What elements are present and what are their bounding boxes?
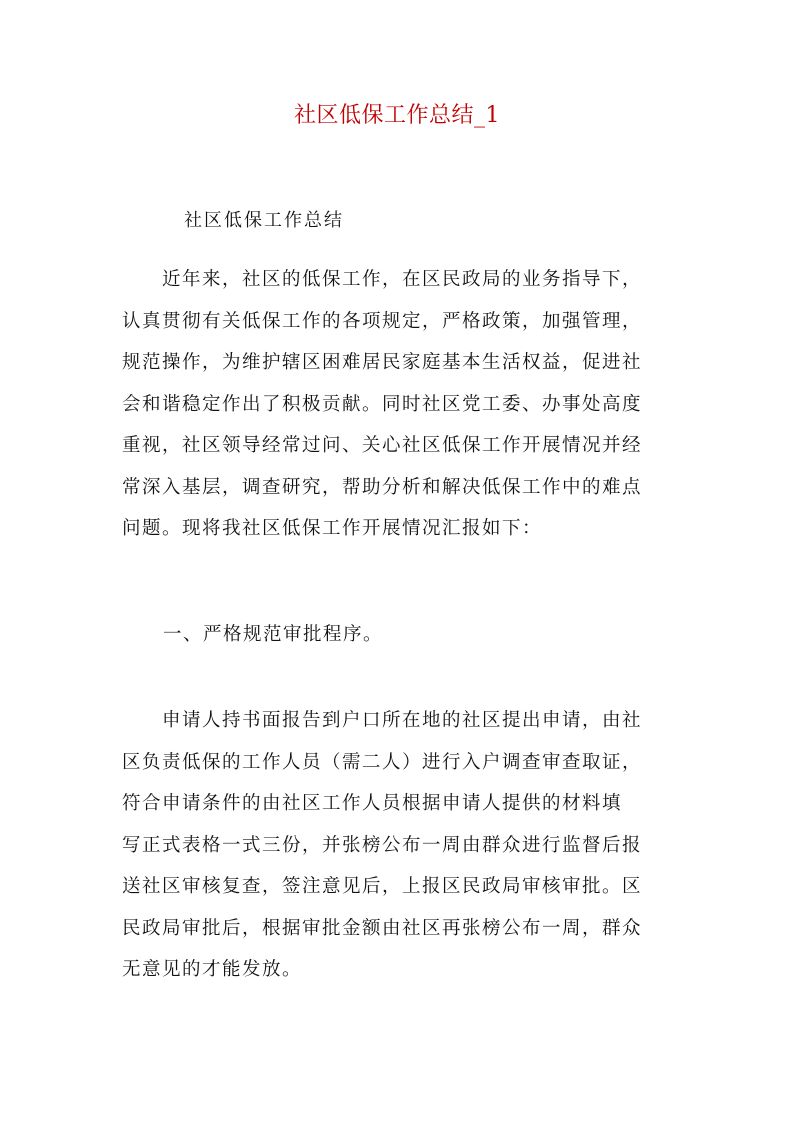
paragraph-line: 送社区审核复查，签注意见后，上报区民政局审核审批。区 bbox=[122, 876, 643, 897]
paragraph-line: 符合申请条件的由社区工作人员根据申请人提供的材料填 bbox=[122, 793, 623, 814]
paragraph-intro bbox=[122, 259, 682, 550]
paragraph-line: 规范操作，为维护辖区困难居民家庭基本生活权益，促进社 bbox=[122, 352, 643, 373]
paragraph-line: 问题。现将我社区低保工作开展情况汇报如下： bbox=[122, 518, 543, 539]
paragraph-line: 会和谐稳定作出了积极贡献。同时社区党工委、办事处高度 bbox=[122, 393, 643, 415]
paragraph-line: 申请人持书面报告到户口所在地的社区提出申请，由社 bbox=[122, 710, 643, 731]
paragraph-line: 认真贯彻有关低保工作的各项规定，严格政策，加强管理， bbox=[122, 310, 643, 332]
section-heading: 一、严格规范审批程序。 bbox=[163, 624, 384, 645]
paragraph-line: 区负责低保的工作人员（需二人）进行入户调查审查取证， bbox=[122, 751, 643, 773]
paragraph-line: 近年来，社区的低保工作，在区民政局的业务指导下， bbox=[122, 269, 643, 290]
document-subtitle: 社区低保工作总结 bbox=[184, 210, 344, 231]
paragraph-line: 重视，社区领导经常过问、关心社区低保工作开展情况并经 bbox=[122, 435, 643, 456]
paragraph-line: 民政局审批后，根据审批金额由社区再张榜公布一周，群众 bbox=[122, 917, 643, 939]
paragraph-approval bbox=[122, 700, 682, 991]
paragraph-line: 写正式表格一式三份，并张榜公布一周由群众进行监督后报 bbox=[122, 834, 643, 856]
paragraph-line: 无意见的才能发放。 bbox=[122, 959, 303, 980]
document-title: 社区低保工作总结_1 bbox=[294, 103, 500, 128]
paragraph-line: 常深入基层，调查研究，帮助分析和解决低保工作中的难点 bbox=[122, 476, 643, 498]
